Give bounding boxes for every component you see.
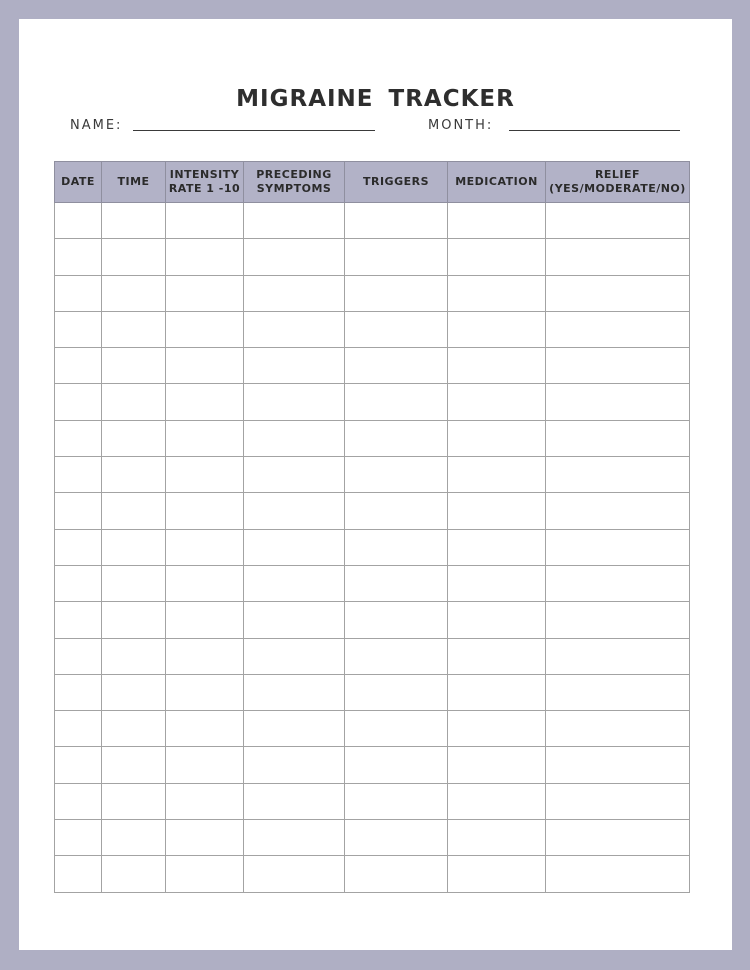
column-header-text: INTENSITY: [169, 168, 240, 181]
name-field[interactable]: [133, 130, 375, 131]
table-cell-relief[interactable]: [546, 674, 690, 710]
table-cell-date[interactable]: [55, 529, 102, 565]
table-cell-medication[interactable]: [448, 674, 546, 710]
column-header-text: MEDICATION: [455, 175, 538, 188]
table-cell-time[interactable]: [102, 602, 166, 638]
column-header-text: RELIEF: [594, 168, 641, 181]
table-cell-date[interactable]: [55, 783, 102, 819]
table-cell-date[interactable]: [55, 565, 102, 601]
table-cell-date[interactable]: [55, 856, 102, 892]
table-cell-intensity[interactable]: [166, 565, 244, 601]
table-row: [55, 203, 690, 239]
table-cell-time[interactable]: [102, 783, 166, 819]
table-row: [55, 239, 690, 275]
table-row: [55, 311, 690, 347]
table-cell-preceding-symptoms[interactable]: [244, 602, 345, 638]
table-cell-relief[interactable]: [546, 275, 690, 311]
table-cell-time[interactable]: [102, 203, 166, 239]
table-cell-relief[interactable]: [546, 239, 690, 275]
column-header-text: (YES/MODERATE/NO): [549, 182, 686, 195]
table-row: [55, 457, 690, 493]
table-cell-date[interactable]: [55, 420, 102, 456]
table-cell-preceding-symptoms[interactable]: [244, 674, 345, 710]
column-header-text: TIME: [117, 175, 150, 188]
table-cell-triggers[interactable]: [345, 384, 448, 420]
table-row: [55, 602, 690, 638]
table-cell-time[interactable]: [102, 711, 166, 747]
column-header-text: RATE 1 -10: [168, 182, 241, 195]
table-row: [55, 820, 690, 856]
table-cell-relief[interactable]: [546, 565, 690, 601]
table-cell-date[interactable]: [55, 384, 102, 420]
table-cell-intensity[interactable]: [166, 638, 244, 674]
column-header-medication: [448, 162, 546, 203]
table-cell-preceding-symptoms[interactable]: [244, 311, 345, 347]
table-cell-relief[interactable]: [546, 602, 690, 638]
column-header-text: DATE: [61, 175, 95, 188]
table-cell-time[interactable]: [102, 457, 166, 493]
table-cell-date[interactable]: [55, 275, 102, 311]
table-cell-intensity[interactable]: [166, 384, 244, 420]
table-row: [55, 565, 690, 601]
table-cell-medication[interactable]: [448, 275, 546, 311]
table-cell-triggers[interactable]: [345, 638, 448, 674]
table-cell-date[interactable]: [55, 493, 102, 529]
table-cell-medication[interactable]: [448, 783, 546, 819]
table-cell-preceding-symptoms[interactable]: [244, 420, 345, 456]
table-cell-relief[interactable]: [546, 420, 690, 456]
table-cell-medication[interactable]: [448, 820, 546, 856]
table-cell-preceding-symptoms[interactable]: [244, 856, 345, 892]
table-cell-time[interactable]: [102, 311, 166, 347]
table-cell-intensity[interactable]: [166, 420, 244, 456]
tracker-sheet: [19, 19, 732, 950]
table-cell-intensity[interactable]: [166, 275, 244, 311]
table-cell-time[interactable]: [102, 565, 166, 601]
table-cell-preceding-symptoms[interactable]: [244, 820, 345, 856]
table-cell-triggers[interactable]: [345, 348, 448, 384]
tracker-table: [54, 161, 690, 893]
table-cell-preceding-symptoms[interactable]: [244, 747, 345, 783]
table-row: [55, 711, 690, 747]
table-cell-relief[interactable]: [546, 856, 690, 892]
table-cell-relief[interactable]: [546, 457, 690, 493]
table-cell-time[interactable]: [102, 820, 166, 856]
table-row: [55, 674, 690, 710]
table-cell-date[interactable]: [55, 203, 102, 239]
table-row: [55, 420, 690, 456]
page-title: MIGRAINE TRACKER: [236, 86, 515, 112]
table-cell-medication[interactable]: [448, 529, 546, 565]
table-cell-relief[interactable]: [546, 747, 690, 783]
name-label: NAME:: [70, 118, 123, 133]
table-cell-triggers[interactable]: [345, 275, 448, 311]
table-row: [55, 529, 690, 565]
table-cell-relief[interactable]: [546, 711, 690, 747]
table-cell-preceding-symptoms[interactable]: [244, 529, 345, 565]
table-row: [55, 275, 690, 311]
table-body: [55, 203, 690, 893]
table-cell-intensity[interactable]: [166, 348, 244, 384]
table-cell-time[interactable]: [102, 856, 166, 892]
table-cell-intensity[interactable]: [166, 529, 244, 565]
table-cell-preceding-symptoms[interactable]: [244, 783, 345, 819]
table-cell-preceding-symptoms[interactable]: [244, 638, 345, 674]
table-cell-preceding-symptoms[interactable]: [244, 348, 345, 384]
table-row: [55, 638, 690, 674]
column-header-time: [102, 162, 166, 203]
table-cell-triggers[interactable]: [345, 602, 448, 638]
table-cell-relief[interactable]: [546, 311, 690, 347]
table-cell-time[interactable]: [102, 420, 166, 456]
table-row: [55, 348, 690, 384]
table-cell-preceding-symptoms[interactable]: [244, 239, 345, 275]
table-cell-intensity[interactable]: [166, 674, 244, 710]
table-cell-intensity[interactable]: [166, 311, 244, 347]
table-cell-intensity[interactable]: [166, 602, 244, 638]
table-cell-preceding-symptoms[interactable]: [244, 457, 345, 493]
table-cell-intensity[interactable]: [166, 203, 244, 239]
table-cell-relief[interactable]: [546, 348, 690, 384]
table-cell-triggers[interactable]: [345, 747, 448, 783]
table-row: [55, 856, 690, 892]
month-field[interactable]: [509, 130, 680, 131]
table-cell-medication[interactable]: [448, 348, 546, 384]
table-cell-medication[interactable]: [448, 239, 546, 275]
table-cell-date[interactable]: [55, 638, 102, 674]
table-cell-medication[interactable]: [448, 457, 546, 493]
table-cell-triggers[interactable]: [345, 856, 448, 892]
table-cell-date[interactable]: [55, 348, 102, 384]
table-cell-intensity[interactable]: [166, 783, 244, 819]
table-cell-time[interactable]: [102, 529, 166, 565]
table-cell-triggers[interactable]: [345, 420, 448, 456]
table-cell-medication[interactable]: [448, 493, 546, 529]
table-cell-date[interactable]: [55, 311, 102, 347]
table-cell-medication[interactable]: [448, 638, 546, 674]
table-row: [55, 783, 690, 819]
table-cell-intensity[interactable]: [166, 711, 244, 747]
table-cell-intensity[interactable]: [166, 747, 244, 783]
table-cell-triggers[interactable]: [345, 565, 448, 601]
table-cell-triggers[interactable]: [345, 711, 448, 747]
table-cell-intensity[interactable]: [166, 457, 244, 493]
table-cell-date[interactable]: [55, 239, 102, 275]
table-cell-time[interactable]: [102, 384, 166, 420]
table-cell-intensity[interactable]: [166, 239, 244, 275]
table-cell-time[interactable]: [102, 239, 166, 275]
table-cell-date[interactable]: [55, 602, 102, 638]
table-header-row: [55, 162, 690, 203]
table-cell-preceding-symptoms[interactable]: [244, 275, 345, 311]
table-cell-relief[interactable]: [546, 638, 690, 674]
table-cell-time[interactable]: [102, 275, 166, 311]
column-header-date: [55, 162, 102, 203]
table-cell-time[interactable]: [102, 747, 166, 783]
table-cell-preceding-symptoms[interactable]: [244, 203, 345, 239]
table-cell-triggers[interactable]: [345, 674, 448, 710]
table-cell-triggers[interactable]: [345, 311, 448, 347]
column-header-triggers: [345, 162, 448, 203]
table-cell-triggers[interactable]: [345, 820, 448, 856]
table-cell-medication[interactable]: [448, 711, 546, 747]
table-cell-relief[interactable]: [546, 384, 690, 420]
table-cell-relief[interactable]: [546, 529, 690, 565]
table-cell-medication[interactable]: [448, 856, 546, 892]
table-cell-relief[interactable]: [546, 783, 690, 819]
table-cell-medication[interactable]: [448, 747, 546, 783]
table-cell-preceding-symptoms[interactable]: [244, 565, 345, 601]
column-header-intensity: [166, 162, 244, 203]
table-cell-preceding-symptoms[interactable]: [244, 493, 345, 529]
table-cell-preceding-symptoms[interactable]: [244, 384, 345, 420]
table-cell-date[interactable]: [55, 674, 102, 710]
table-cell-medication[interactable]: [448, 420, 546, 456]
table-row: [55, 384, 690, 420]
table-cell-preceding-symptoms[interactable]: [244, 711, 345, 747]
table-cell-triggers[interactable]: [345, 529, 448, 565]
column-header-text: SYMPTOMS: [256, 182, 332, 195]
table-cell-triggers[interactable]: [345, 239, 448, 275]
table-cell-medication[interactable]: [448, 311, 546, 347]
table-row: [55, 747, 690, 783]
table-cell-intensity[interactable]: [166, 820, 244, 856]
table-cell-triggers[interactable]: [345, 783, 448, 819]
table-cell-date[interactable]: [55, 820, 102, 856]
table-cell-date[interactable]: [55, 457, 102, 493]
table-cell-medication[interactable]: [448, 384, 546, 420]
table-cell-time[interactable]: [102, 674, 166, 710]
table-cell-relief[interactable]: [546, 820, 690, 856]
table-cell-time[interactable]: [102, 638, 166, 674]
table-cell-medication[interactable]: [448, 565, 546, 601]
table-cell-medication[interactable]: [448, 203, 546, 239]
column-header-preceding-symptoms: [244, 162, 345, 203]
table-cell-intensity[interactable]: [166, 856, 244, 892]
table-cell-intensity[interactable]: [166, 493, 244, 529]
column-header-text: PRECEDING: [256, 168, 332, 181]
table-cell-time[interactable]: [102, 493, 166, 529]
table-cell-relief[interactable]: [546, 493, 690, 529]
table-cell-relief[interactable]: [546, 203, 690, 239]
table-row: [55, 493, 690, 529]
table-cell-date[interactable]: [55, 711, 102, 747]
column-header-relief: [546, 162, 690, 203]
column-header-text: TRIGGERS: [362, 175, 430, 188]
table-cell-medication[interactable]: [448, 602, 546, 638]
table-cell-date[interactable]: [55, 747, 102, 783]
table-cell-triggers[interactable]: [345, 203, 448, 239]
table-cell-triggers[interactable]: [345, 493, 448, 529]
month-label: MONTH:: [428, 118, 494, 133]
table-cell-triggers[interactable]: [345, 457, 448, 493]
table-cell-time[interactable]: [102, 348, 166, 384]
